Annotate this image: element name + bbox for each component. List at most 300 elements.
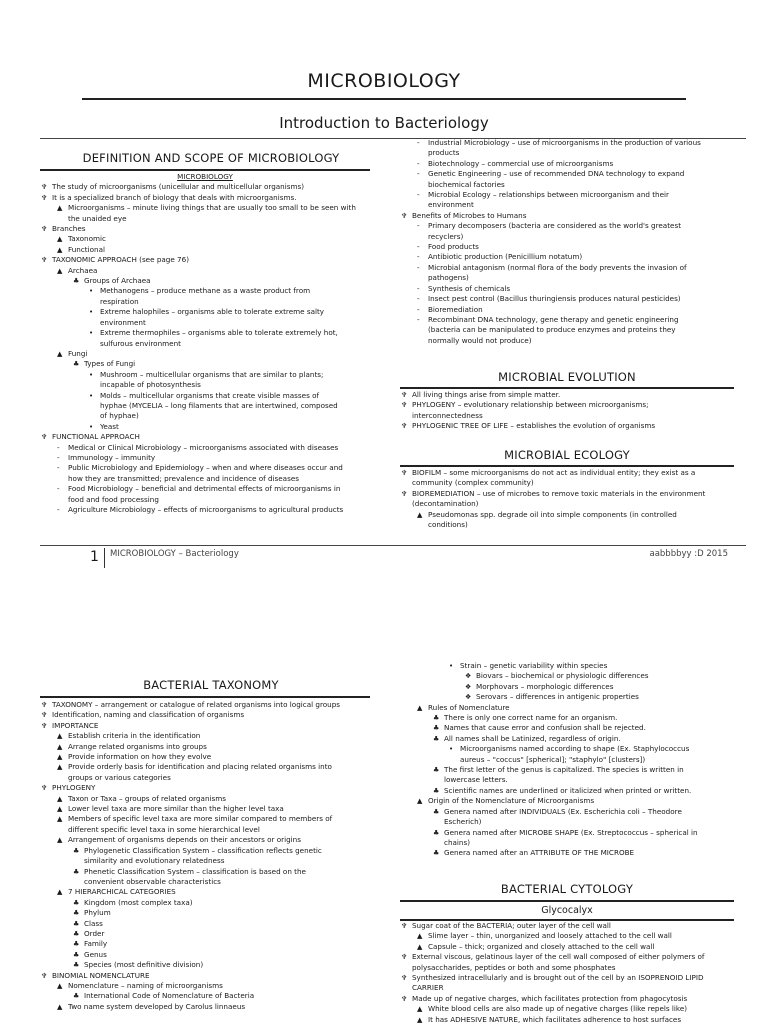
triangle-bullet-icon: ▲: [57, 349, 63, 358]
trident-bullet-icon: ♆: [41, 183, 48, 192]
scope-continued-text: [400, 138, 734, 346]
dash-bullet-icon: -: [417, 315, 420, 324]
dash-bullet-icon: -: [57, 443, 60, 452]
text-line: [400, 232, 734, 242]
text-line: [40, 453, 370, 463]
dash-bullet-icon: -: [57, 453, 60, 462]
text-line: [40, 495, 370, 505]
club-bullet-icon: ♣: [433, 828, 440, 837]
line-text: Class: [84, 918, 103, 928]
line-text: Fungi: [68, 348, 88, 358]
text-line: [400, 713, 734, 723]
dash-bullet-icon: -: [57, 506, 60, 514]
line-text: Genera named after MICROBE SHAPE (Ex. Streptococcus – spherical in: [444, 827, 698, 837]
triangle-bullet-icon: ▲: [417, 1015, 423, 1024]
page-title: MICROBIOLOGY: [307, 70, 461, 92]
line-text: pathogens): [428, 273, 469, 283]
line-text: Pseudomonas spp. degrade oil into simple components (in controlled: [428, 509, 677, 519]
triangle-bullet-icon: ▲: [57, 204, 63, 213]
line-text: BIOFILM – some microorganisms do not act as individual entity; they exist as a: [412, 468, 696, 477]
text-line: [40, 742, 370, 752]
triangle-bullet-icon: ▲: [417, 932, 423, 941]
dot-bullet-icon: •: [89, 391, 94, 400]
text-line: [400, 148, 734, 158]
line-text: Microbial antagonism (normal flora of the body prevents the invasion of: [428, 262, 687, 272]
text-line: [40, 297, 370, 307]
dot-bullet-icon: •: [89, 370, 94, 379]
line-text: PHYLOGENIC TREE OF LIFE – establishes the evolution of organisms: [412, 421, 656, 431]
line-text: All living things arise from simple matter.: [412, 390, 561, 399]
section-header-ecology: MICROBIAL ECOLOGY: [504, 448, 630, 462]
text-line: [400, 931, 734, 941]
triangle-bullet-icon: ▲: [57, 1002, 63, 1011]
line-text: how they are transmitted; prevalence and incidence of diseases: [68, 473, 299, 483]
line-text: BIOREMEDIATION – use of microbes to remove toxic materials in the environment: [412, 488, 706, 498]
text-line: [40, 318, 370, 328]
triangle-bullet-icon: ▲: [417, 703, 423, 712]
text-line: [400, 211, 734, 221]
text-line: [400, 284, 734, 294]
section-rule: [400, 900, 734, 902]
text-line: [40, 224, 370, 234]
text-line: [40, 1002, 370, 1012]
triangle-bullet-icon: ▲: [57, 815, 63, 824]
line-text: Genera named after an ATTRIBUTE OF THE MICROBE: [444, 848, 635, 858]
text-line: [400, 305, 734, 315]
line-text: Rules of Nomenclature: [428, 702, 510, 712]
line-text: Genera named after INDIVIDUALS (Ex. Escherichia coli – Theodore: [444, 806, 682, 816]
line-text: Made up of negative charges, which facilitates protection from phagocytosis: [412, 993, 688, 1003]
dash-bullet-icon: -: [57, 485, 60, 494]
text-line: [400, 221, 734, 231]
trident-bullet-icon: ♆: [41, 701, 48, 709]
line-text: Morphovars – morphologic differences: [476, 681, 614, 691]
line-text: Microorganisms named according to shape (Ex. Staphylococcus: [460, 744, 690, 754]
text-line: [400, 994, 734, 1004]
text-line: [400, 703, 734, 713]
line-text: environment: [100, 317, 146, 327]
club-bullet-icon: ♣: [433, 724, 440, 733]
text-line: [400, 682, 734, 692]
text-line: [400, 1004, 734, 1014]
line-text: Provide orderly basis for identification and placing related organisms into: [68, 762, 332, 772]
text-line: [40, 825, 370, 835]
text-line: [400, 273, 734, 283]
text-line: [40, 731, 370, 741]
trident-bullet-icon: ♆: [401, 489, 408, 498]
line-text: 7 HIERARCHICAL CATEGORIES: [68, 887, 176, 897]
trident-bullet-icon: ♆: [401, 391, 408, 399]
line-text: similarity and evolutionary relatedness: [84, 856, 225, 866]
line-text: PHYLOGENY: [52, 783, 96, 793]
text-line: [40, 783, 370, 793]
line-text: Lower level taxa are more similar than the higher level taxa: [68, 804, 284, 814]
line-text: Escherich): [444, 817, 482, 827]
line-text: Biotechnology – commercial use of microorganisms: [428, 158, 614, 168]
section-rule: [400, 387, 734, 389]
trident-bullet-icon: ♆: [41, 256, 48, 265]
text-line: [400, 755, 734, 765]
dot-bullet-icon: •: [89, 422, 94, 431]
triangle-bullet-icon: ▲: [57, 836, 63, 845]
trident-bullet-icon: ♆: [41, 784, 48, 793]
text-line: [400, 315, 734, 325]
page-number: 1: [90, 549, 99, 565]
text-line: [400, 421, 734, 431]
text-line: [40, 401, 370, 411]
text-line: [40, 814, 370, 824]
triangle-bullet-icon: ▲: [57, 732, 63, 741]
text-line: [400, 817, 734, 827]
dot-bullet-icon: •: [89, 329, 94, 338]
line-text: Names that cause error and confusion shall be rejected.: [444, 723, 646, 733]
text-line: [400, 983, 734, 993]
line-text: Members of specific level taxa are more similar compared to members of: [68, 814, 333, 824]
line-text: Primary decomposers (bacteria are considered as the world's greatest: [428, 221, 682, 231]
text-line: [400, 786, 734, 796]
text-line: [400, 294, 734, 304]
line-text: Phylum: [84, 908, 111, 918]
text-line: [400, 190, 734, 200]
text-line: [40, 370, 370, 380]
text-line: [400, 478, 734, 488]
line-text: CARRIER: [412, 983, 444, 993]
text-line: [40, 804, 370, 814]
line-text: Taxon or Taxa – groups of related organisms: [68, 793, 226, 803]
line-text: Methanogens – produce methane as a waste product from: [100, 286, 311, 296]
text-line: [40, 991, 370, 1001]
dash-bullet-icon: -: [417, 222, 420, 231]
line-text: Establish criteria in the identification: [68, 731, 201, 741]
club-bullet-icon: ♣: [73, 909, 80, 918]
line-text: Immunology – immunity: [68, 452, 156, 462]
line-text: Insect pest control (Bacillus thuringiensis produces natural pesticides): [428, 294, 681, 304]
club-bullet-icon: ♣: [73, 919, 80, 928]
line-text: Industrial Microbiology – use of microorganisms in the production of various: [428, 138, 701, 147]
dot-bullet-icon: •: [449, 745, 454, 754]
line-text: of hyphae): [100, 411, 139, 421]
triangle-bullet-icon: ▲: [57, 266, 63, 275]
triangle-bullet-icon: ▲: [57, 794, 63, 803]
glycocalyx-header: Glycocalyx: [541, 905, 593, 916]
line-text: TAXONOMY – arrangement or catalogue of related organisms into logical groups: [52, 700, 341, 709]
line-text: biochemical factories: [428, 179, 505, 189]
text-line: [400, 838, 734, 848]
text-line: [400, 489, 734, 499]
line-text: Microbial Ecology – relationships between microorganism and their: [428, 190, 669, 200]
line-text: BINOMIAL NOMENCLATURE: [52, 970, 150, 980]
club-bullet-icon: ♣: [433, 849, 440, 858]
line-text: Biovars – biochemical or physiologic differences: [476, 671, 649, 681]
taxonomy-text: [40, 700, 370, 1012]
text-line: [40, 328, 370, 338]
text-line: [400, 325, 734, 335]
club-bullet-icon: ♣: [433, 714, 440, 723]
line-text: Phylogenetic Classification System – classification reflects genetic: [84, 845, 322, 855]
text-line: [40, 411, 370, 421]
dot-bullet-icon: •: [449, 662, 454, 670]
section-rule: [40, 169, 370, 171]
diamond-bullet-icon: ❖: [465, 682, 472, 691]
line-text: PHYLOGENY – evolutionary relationship between microorganisms;: [412, 400, 649, 410]
text-line: [40, 721, 370, 731]
line-text: Agriculture Microbiology – effects of microorganisms to agricultural products: [68, 505, 344, 514]
text-line: [400, 390, 734, 400]
triangle-bullet-icon: ▲: [57, 235, 63, 244]
footer-left: MICROBIOLOGY – Bacteriology: [110, 549, 239, 559]
section-rule: [40, 696, 370, 698]
footer-divider: [104, 548, 105, 568]
section-header-evolution: MICROBIAL EVOLUTION: [498, 370, 636, 384]
text-line: [400, 723, 734, 733]
line-text: Food products: [428, 242, 479, 252]
title-divider: [82, 98, 686, 100]
line-text: normally would not produce): [428, 335, 532, 345]
club-bullet-icon: ♣: [73, 846, 80, 855]
line-text: Types of Fungi: [84, 359, 136, 369]
line-text: Branches: [52, 224, 86, 234]
section-rule: [400, 465, 734, 467]
text-line: [400, 734, 734, 744]
line-text: White blood cells are also made up of negative charges (like repels like): [428, 1004, 688, 1014]
text-line: [40, 255, 370, 265]
text-line: [40, 929, 370, 939]
text-line: [40, 286, 370, 296]
line-text: conditions): [428, 520, 468, 530]
page-subtitle: Introduction to Bacteriology: [279, 114, 489, 132]
line-text: Family: [84, 939, 108, 949]
text-line: [40, 939, 370, 949]
line-text: Sugar coat of the BACTERIA; outer layer of the cell wall: [412, 921, 611, 930]
text-line: [40, 856, 370, 866]
club-bullet-icon: ♣: [433, 807, 440, 816]
triangle-bullet-icon: ▲: [57, 981, 63, 990]
text-line: [400, 973, 734, 983]
dash-bullet-icon: -: [417, 139, 420, 147]
club-bullet-icon: ♣: [433, 766, 440, 775]
text-line: [400, 796, 734, 806]
line-text: Synthesis of chemicals: [428, 283, 511, 293]
trident-bullet-icon: ♆: [401, 922, 408, 930]
line-text: The study of microorganisms (unicellular and multicellular organisms): [52, 182, 305, 192]
club-bullet-icon: ♣: [73, 940, 80, 949]
text-line: [40, 391, 370, 401]
text-line: [40, 339, 370, 349]
club-bullet-icon: ♣: [73, 867, 80, 876]
text-line: [400, 671, 734, 681]
line-text: sulfurous environment: [100, 338, 181, 348]
club-bullet-icon: ♣: [73, 360, 80, 369]
line-text: The first letter of the genus is capitalized. The species is written in: [444, 765, 684, 775]
line-text: It has ADHESIVE NATURE, which facilitates adherence to host surfaces: [428, 1014, 682, 1024]
club-bullet-icon: ♣: [73, 992, 80, 1001]
triangle-bullet-icon: ▲: [57, 753, 63, 762]
line-text: Nomenclature – naming of microorganisms: [68, 980, 223, 990]
trident-bullet-icon: ♆: [401, 401, 408, 410]
club-bullet-icon: ♣: [73, 950, 80, 959]
line-text: Arrangement of organisms depends on their ancestors or origins: [68, 835, 301, 845]
line-text: Food Microbiology – beneficial and detrimental effects of microorganisms in: [68, 484, 341, 494]
text-line: [400, 775, 734, 785]
text-line: [400, 169, 734, 179]
text-line: [400, 510, 734, 520]
line-text: Slime layer – thin, unorganized and loosely attached to the cell wall: [428, 931, 672, 941]
text-line: [40, 505, 370, 515]
definition-scope-text: [40, 172, 370, 515]
text-line: [400, 744, 734, 754]
evolution-text: [400, 390, 734, 432]
trident-bullet-icon: ♆: [401, 211, 408, 220]
text-line: [40, 432, 370, 442]
club-bullet-icon: ♣: [433, 786, 440, 795]
line-text: Arrange related organisms into groups: [68, 741, 207, 751]
line-text: Mushroom – multicellular organisms that are similar to plants;: [100, 369, 324, 379]
line-text: Functional: [68, 244, 105, 254]
text-line: [40, 214, 370, 224]
text-line: [400, 242, 734, 252]
dash-bullet-icon: -: [417, 191, 420, 200]
line-text: There is only one correct name for an organism.: [444, 713, 618, 723]
line-text: Genus: [84, 949, 107, 959]
dash-bullet-icon: -: [417, 284, 420, 293]
text-line: [40, 919, 370, 929]
dash-bullet-icon: -: [417, 170, 420, 179]
text-line: [400, 180, 734, 190]
ecology-text: [400, 468, 734, 530]
triangle-bullet-icon: ▲: [57, 742, 63, 751]
text-line: [40, 182, 370, 192]
line-text: (decontamination): [412, 499, 479, 509]
trident-bullet-icon: ♆: [401, 994, 408, 1003]
line-text: Extreme thermophiles – organisms able to tolerate extremely hot,: [100, 328, 338, 338]
trident-bullet-icon: ♆: [41, 711, 48, 720]
text-line: [400, 661, 734, 671]
trident-bullet-icon: ♆: [401, 974, 408, 983]
line-text: the unaided eye: [68, 213, 127, 223]
line-text: Extreme halophiles – organisms able to tolerate extreme salty: [100, 307, 325, 317]
dash-bullet-icon: -: [417, 305, 420, 314]
line-text: interconnectedness: [412, 410, 483, 420]
text-line: [40, 193, 370, 203]
line-text: food and food processing: [68, 494, 159, 504]
text-line: [40, 773, 370, 783]
line-text: Medical or Clinical Microbiology – microorganisms associated with diseases: [68, 442, 339, 452]
line-text: International Code of Nomenclature of Bacteria: [84, 991, 255, 1001]
dot-bullet-icon: •: [89, 287, 94, 296]
line-text: different specific level taxa in some hierarchical level: [68, 824, 260, 834]
trident-bullet-icon: ♆: [41, 971, 48, 980]
text-line: [40, 710, 370, 720]
line-text: Microorganisms – minute living things that are usually too small to be seen with: [68, 203, 356, 213]
line-text: aureus – "coccus" [spherical]; "staphylo" [clusters]): [460, 754, 646, 764]
text-line: [400, 400, 734, 410]
triangle-bullet-icon: ▲: [57, 763, 63, 772]
text-line: [40, 960, 370, 970]
text-line: [40, 463, 370, 473]
trident-bullet-icon: ♆: [401, 422, 408, 431]
text-line: [400, 263, 734, 273]
dash-bullet-icon: -: [417, 295, 420, 304]
text-line: [40, 752, 370, 762]
line-text: respiration: [100, 296, 139, 306]
diamond-bullet-icon: ❖: [465, 693, 472, 702]
diamond-bullet-icon: ❖: [465, 672, 472, 681]
club-bullet-icon: ♣: [73, 898, 80, 907]
line-text: Synthesized intracellularly and is brought out of the cell by an ISOPRENOID LIPID: [412, 973, 704, 983]
triangle-bullet-icon: ▲: [57, 805, 63, 814]
text-line: [40, 835, 370, 845]
line-text: Order: [84, 928, 105, 938]
trident-bullet-icon: ♆: [401, 469, 408, 477]
line-text: Molds – multicellular organisms that create visible masses of: [100, 390, 320, 400]
dash-bullet-icon: -: [417, 159, 420, 168]
dash-bullet-icon: -: [417, 263, 420, 272]
text-line: [400, 828, 734, 838]
line-text: Recombinant DNA technology, gene therapy and genetic engineering: [428, 314, 679, 324]
text-line: [40, 877, 370, 887]
line-text: FUNCTIONAL APPROACH: [52, 432, 140, 442]
text-line: [400, 765, 734, 775]
text-line: [400, 1015, 734, 1025]
line-text: incapable of photosynthesis: [100, 380, 201, 390]
line-text: IMPORTANCE: [52, 720, 99, 730]
line-text: Kingdom (most complex taxa): [84, 897, 193, 907]
text-line: [40, 474, 370, 484]
line-text: Antibiotic production (Penicillium notatum): [428, 252, 583, 262]
line-text: External viscous, gelatinous layer of the cell wall composed of either polymers of: [412, 952, 705, 962]
text-line: [40, 846, 370, 856]
dash-bullet-icon: -: [417, 243, 420, 252]
line-text: Origin of the Nomenclature of Microorganisms: [428, 796, 595, 806]
text-line: [40, 981, 370, 991]
line-text: Strain – genetic variability within species: [460, 661, 608, 670]
line-text: Bioremediation: [428, 304, 483, 314]
text-line: [400, 520, 734, 530]
club-bullet-icon: ♣: [73, 277, 80, 286]
triangle-bullet-icon: ▲: [57, 245, 63, 254]
trident-bullet-icon: ♆: [41, 193, 48, 202]
text-line: [400, 200, 734, 210]
text-line: [400, 252, 734, 262]
text-line: [400, 942, 734, 952]
line-text: Scientific names are underlined or italicized when printed or written.: [444, 785, 692, 795]
trident-bullet-icon: ♆: [41, 225, 48, 234]
club-bullet-icon: ♣: [73, 929, 80, 938]
footer-right: aabbbbyy :D 2015: [649, 549, 728, 559]
line-text: Taxonomic: [68, 234, 106, 244]
dash-bullet-icon: -: [417, 253, 420, 262]
text-line: [400, 807, 734, 817]
line-text: products: [428, 148, 460, 158]
trident-bullet-icon: ♆: [41, 433, 48, 442]
text-line: [40, 307, 370, 317]
triangle-bullet-icon: ▲: [57, 888, 63, 897]
trident-bullet-icon: ♆: [41, 721, 48, 730]
line-text: MICROBIOLOGY: [177, 172, 233, 181]
text-line: [40, 359, 370, 369]
text-line: [40, 422, 370, 432]
text-line: [40, 484, 370, 494]
line-text: recyclers): [428, 231, 464, 241]
text-line: [40, 887, 370, 897]
line-text: Archaea: [68, 265, 98, 275]
text-line: [40, 203, 370, 213]
line-text: Genetic Engineering – use of recommended DNA technology to expand: [428, 169, 685, 179]
line-text: Two name system developed by Carolus linnaeus: [68, 1001, 246, 1011]
club-bullet-icon: ♣: [73, 961, 80, 970]
triangle-bullet-icon: ▲: [417, 510, 423, 519]
triangle-bullet-icon: ▲: [417, 942, 423, 951]
